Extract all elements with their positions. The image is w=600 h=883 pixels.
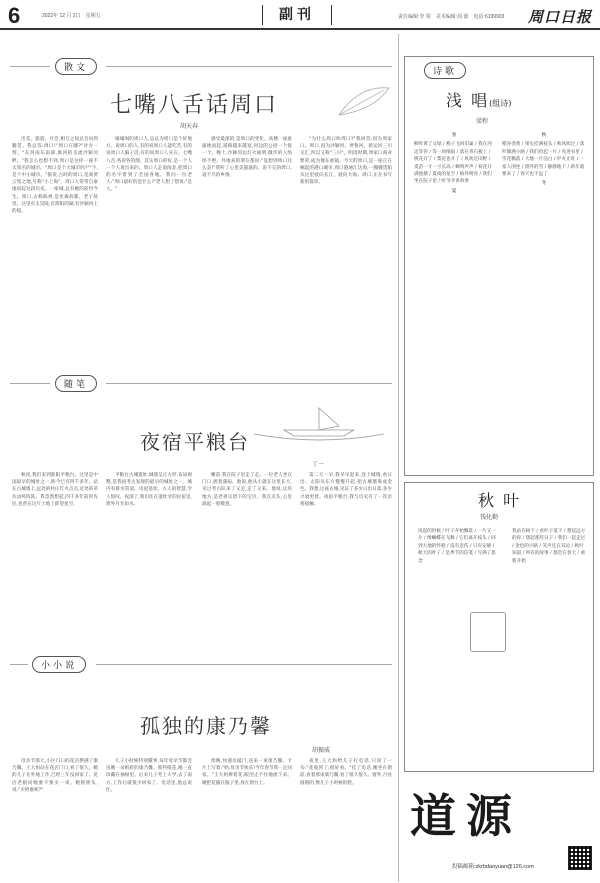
- page-number: 6: [8, 3, 21, 28]
- poem1-tag: 诗歌: [424, 62, 466, 79]
- section-title: 副刊: [262, 5, 332, 25]
- article3-column-2: [106, 758, 192, 878]
- article1-tag: 散文: [55, 58, 97, 75]
- article1-column-4: [300, 136, 392, 366]
- poem2-title: 秋 叶: [478, 491, 522, 510]
- article2-column-2: [106, 472, 192, 637]
- poem1-title: [446, 88, 511, 111]
- newspaper-name: 周口日报: [528, 8, 593, 26]
- article3-column-4: [300, 758, 392, 878]
- article1-title: 七嘴八舌话周口: [110, 93, 279, 118]
- article2-title: 夜宿平粮台: [140, 430, 250, 454]
- article3-author: 胡振威: [312, 747, 331, 754]
- article2-column-3: [202, 472, 292, 637]
- tag-rule: [106, 383, 392, 384]
- poem2-lines-left: 风起的时候 / 叶子开始飘落 / 一片又一片 / 像蝴蝶在飞舞 / 它们离开枝头 / 回到大地的怀抱 / 没有悲伤 / 只有安静 / 秋天的叶子 / 是季节的信笺 / 写满了思念: [418, 529, 496, 564]
- poem1-part-heading: 冬: [541, 181, 547, 187]
- article1-author: 胡天春: [180, 123, 199, 130]
- poem1-left-column: [414, 130, 494, 470]
- paragraph: 感受最深的,是周口的变化。高楼一座座拔地而起,道路越来越宽,河边的公园一个接一个。晚上,沙颍河边灯火通明,散步的人络绎不绝。外地来的朋友都说:"没想到周口这么美!"我听了心里美滋滋的。说不完的周口,道不尽的乡情。: [202, 137, 292, 179]
- paragraph: 夜里,王大妈给儿子打电话,只说了一句:"花收到了,很好看。"挂了电话,她坐在窗前,看着那束康乃馨,看了很久很久。窗外,月亮圆圆的,像儿子小时候的脸。: [300, 759, 392, 786]
- article3-tag: 小小说: [32, 656, 86, 673]
- poem2-author: 钱化勤: [480, 514, 499, 521]
- article2-tag: 随笔: [55, 375, 97, 392]
- paragraph: "为什么周口叫周口?"我回答:因为周家口。周口,因为沙颍河、贾鲁河、新运河三川交汇,所以又称"三川"。明清时期,周家口商业繁荣,成为豫东重镇。今天的周口,是一座正在崛起的港口城市,周口港通江达海,一艘艘货船从这里驶向长江、驶向大海。周口,正在书写新的篇章。: [300, 137, 392, 186]
- poem1-part-heading: 春: [451, 133, 457, 138]
- qr-code-icon: [568, 846, 592, 870]
- paragraph: 傍晚,快递员敲门,送来一束康乃馨。卡片上写着:"妈,母亲节快乐!今年春节我一定回家。"王大妈捧着花,眼泪止不住地流下来。她把花插在瓶子里,放在窗台上。: [202, 759, 292, 786]
- paragraph: 出差、旅游、开会,相互之间总会问到籍贯。我总答:周口!"周口在哪?"对方一愣。"在河南东南部,淮河的支流沙颍河畔。"我怎么也想不到,周口是这样一座不太知名的城市。"周口是个大城市吗?""不,是个中小城市。"据说,古时的周口,是商贾云集之地,号称"小上海"。周口人常常自豪地说起这段历史。一座城,总有她的前世今生。周口,古称陈州,是伏羲故都、老子故里。这里有太昊陵,有淮阳的湖,有沙颍河上的船。: [12, 137, 98, 215]
- article3-column-3: [202, 758, 292, 878]
- paragraph: 第二天一早,我早早起来,登上城墙,看日出。太阳从东方慢慢升起,把古城墙染成金色。我想,这座古城,见证了多少日出日落,多少兴衰更替。夜宿平粮台,我与历史有了一次亲密接触。: [300, 473, 392, 507]
- column-brand: 道源: [410, 789, 522, 843]
- editor-credits: 责任编辑:李 领 美术编辑:周 源 电话:6199903: [398, 14, 505, 20]
- boat-illustration-icon: [244, 402, 394, 447]
- article2-column-4: [300, 472, 392, 637]
- paragraph: 嗓嗓叫的周口人,总以为周口是个好地方。说周口的人,有的说周口人能吃苦,有的说周口人脑子活,有的说周口人实在。七嘴八舌,各说各的理。其实周口的好,是一个人一个人说出来的。周口人走南闯北,把周口的名字带到了全国各地。我问一位老人:"周口最好的是什么?"老人想了想说:"是人。": [106, 137, 192, 193]
- article3-column-1: [12, 758, 98, 878]
- article1-column-1: [12, 136, 98, 366]
- poem2-lines-right: 我站在树下 / 看叶子落下 / 想起远方的你 / 想起那些日子 / 我们一起走过 / 金色的小路 / 笑声还在耳边 / 秋叶知道 / 所有的故事 / 都会在春天 / 重新开始: [512, 529, 586, 564]
- poem2-right-column: [512, 528, 588, 764]
- tag-rule: [96, 664, 392, 665]
- paragraph: 平粮台古城遗址,城墙呈正方形,布局规整,是我国考古发现的最早的城址之一。城内有排水管道、房屋基址。古人的智慧,令人惊叹。夜深了,我们住在遗址旁的民宿里,窗外月光如水。: [106, 473, 192, 507]
- article1-column-3: [202, 136, 292, 366]
- tag-rule: [10, 66, 50, 67]
- poem1-title-text: 浅 唱: [446, 91, 490, 110]
- poem1-author: 梁程: [476, 118, 489, 125]
- page-header: [0, 0, 600, 30]
- article1-column-2: [106, 136, 192, 366]
- tag-rule: [10, 664, 28, 665]
- tag-rule: [10, 383, 50, 384]
- seal-stamp-icon: [470, 612, 506, 652]
- issue-date: 2022年 12 月 2日 星期五: [42, 13, 101, 19]
- poem1-right-column: [502, 130, 586, 470]
- article2-column-1: [12, 472, 98, 637]
- column-divider: [398, 34, 399, 882]
- leaf-icon: [334, 80, 394, 120]
- tag-rule: [106, 66, 392, 67]
- poem1-part-heading: 秋: [541, 133, 547, 138]
- poem1-part-heading: 夏: [451, 188, 457, 194]
- poem1-subtitle: (组诗): [489, 99, 512, 108]
- poem1-lines-right: 稻谷金黄 / 果实挂满枝头 / 秋风吹过 / 落叶铺满小路 / 我们捡起一片 / 夹进书里 / 雪花飘落 / 大地一片洁白 / 炉火正旺 / 一家人围坐 / 窗外的雪 / 静静地下 / 新年就要来了 / 春天也不远了: [502, 142, 585, 178]
- article2-author: 丁一: [312, 461, 325, 468]
- paragraph: 睡前,我在院子里走了走。一位老人坐在门口,摇着蒲扇。他说,他从小就在这里长大,见过考古队来了又走,走了又来。他说,这块地方,是老祖宗留下的宝贝。我点点头,心里涌起一股敬意。: [202, 473, 292, 507]
- submission-email: 投稿邮箱:zkrbdaoyuan@126.com: [452, 864, 534, 870]
- paragraph: 秋夜,我们来到淮阳平粮台。这里是中国最早的城址之一,距今已有四千多年。站在古城墙上,远处的村庄灯火点点,近处的草丛虫鸣阵阵。我忽然想起,四千多年前的先民,也曾在这片土地上仰望星空。: [12, 473, 98, 507]
- article3-title: 孤独的康乃馨: [140, 714, 272, 738]
- paragraph: 儿子小时候特别懂事,每年母亲节都会送她一朵纸折的康乃馨。那些纸花,她一直珍藏在抽屉里。后来儿子考上大学,去了南方,工作后就很少回家了。电话里,他总说忙。: [106, 759, 192, 793]
- paragraph: 母亲节那天,小区门口的花店摆满了康乃馨。王大妈站在花店门口,看了很久。她的儿子在外地工作,已经三年没回家了。花店老板问她要不要买一束。她摇摇头,说:"买给谁呢?": [12, 759, 98, 793]
- poem1-lines-left: 柳叶黄了又绿 / 燕子飞回旧巢 / 我在河边等你 / 等一场细雨 / 落在青石板上 / 桃花开了 / 梨花也开了 / 风吹过田野 / 麦苗一寸一寸长高 / 蝉鸣声声 / 荷花开满池塘 / 夏夜的星空 / 格外明亮 / 我们坐在院子里 / 听爷爷讲故事: [414, 142, 492, 185]
